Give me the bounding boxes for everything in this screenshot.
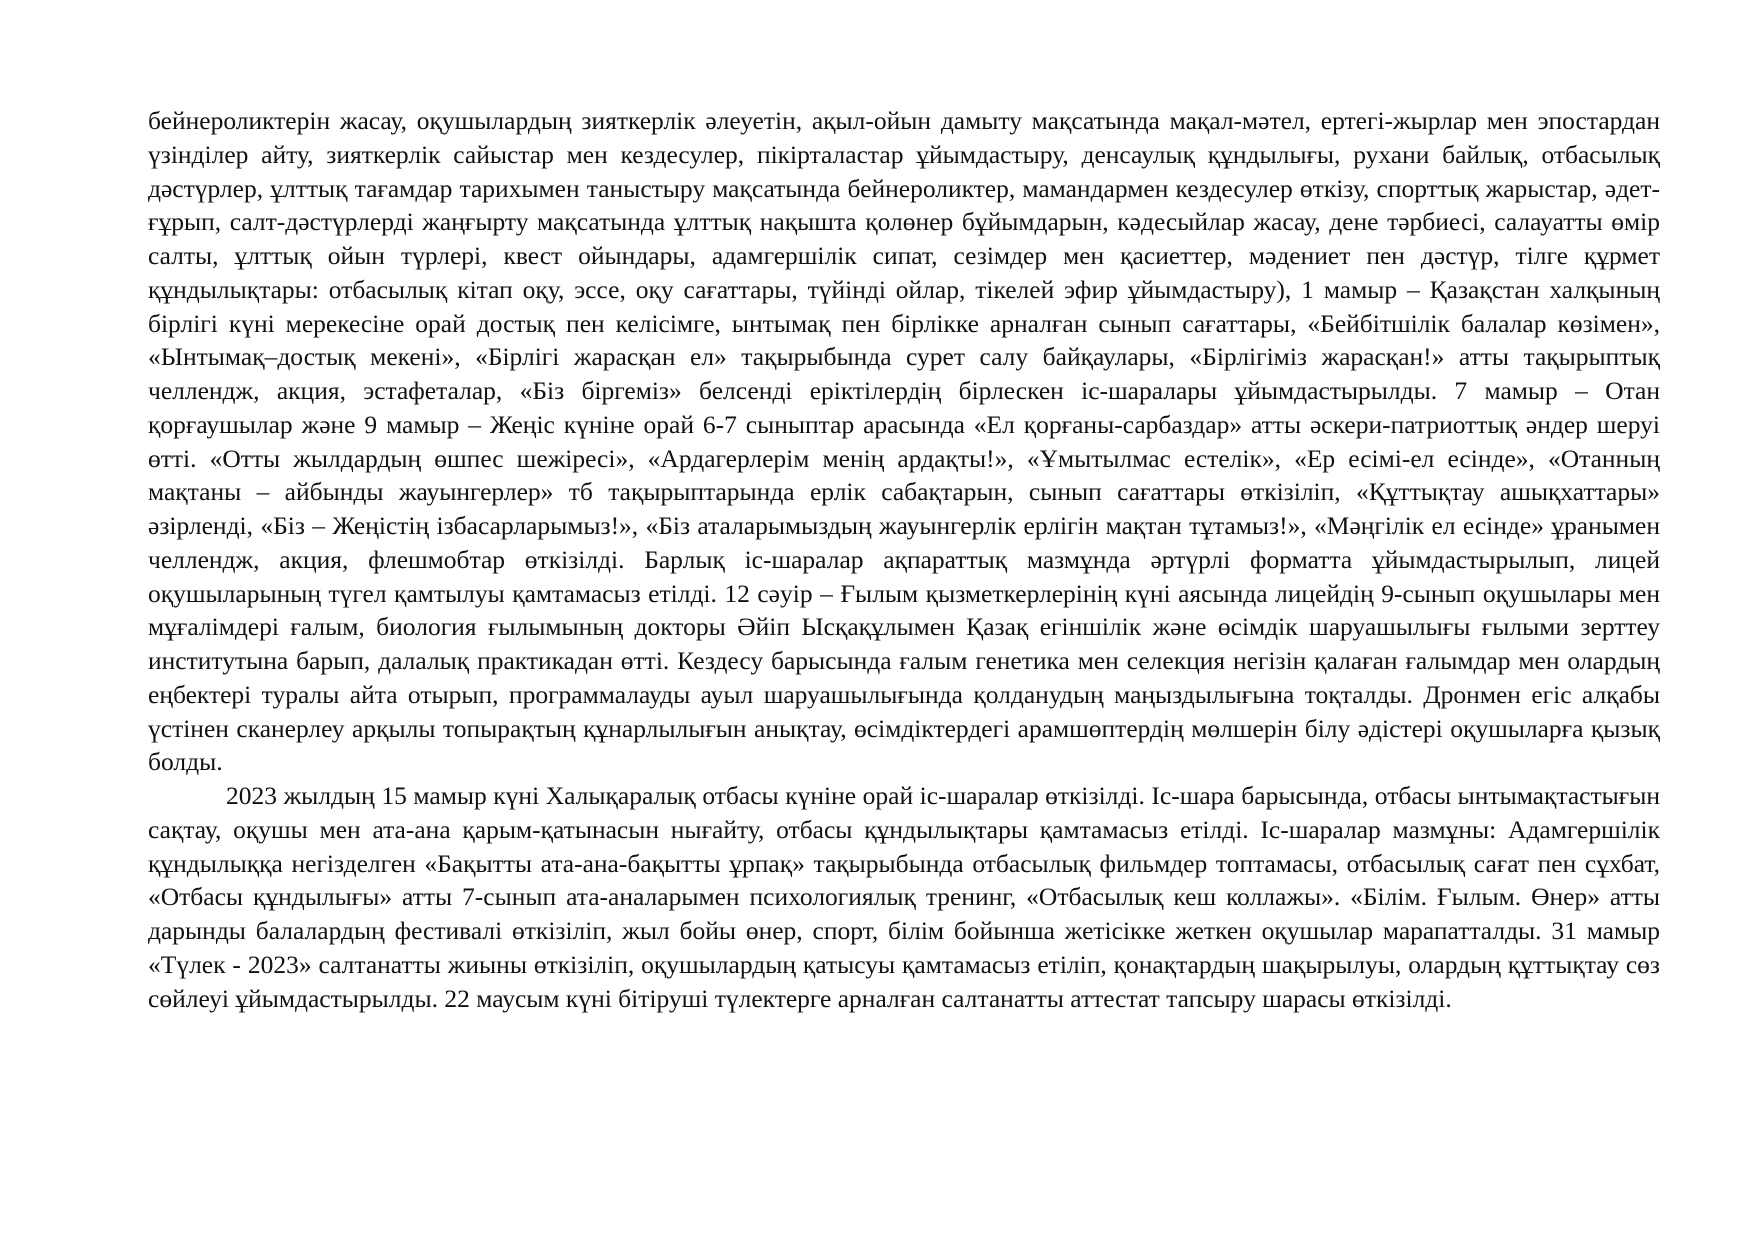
document-page <box>148 104 1660 1015</box>
paragraph-1: бейнероликтерін жасау, оқушылардың зияткерлік әлеуетін, ақыл-ойын дамыту мақсатында мақал-мәтел, ертегі-жырлар мен эпостардан үзінділер айту, зияткерлік сайыстар мен кездесулер, пікірталастар ұйымдастыру, денсаулық құндылығы, рухани байлық, отбасылық дәстүрлер, ұлттық тағамдар тарихымен таныстыру мақсатында бейнероликтер, мамандармен кездесулер өткізу, спорттық жарыстар, әдет-ғұрып, салт-дәстүрлерді жаңғырту мақсатында ұлттық нақышта қолөнер бұйымдарын, кәдесыйлар жасау, дене тәрбиесі, салауатты өмір салты, ұлттық ойын түрлері, квест ойындары, адамгершілік сипат, сезімдер мен қасиеттер, мәдениет пен дәстүр, тілге құрмет құндылықтары: отбасылық кітап оқу, эссе, оқу сағаттары, түйінді ойлар, тікелей эфир ұйымдастыру), 1 мамыр – Қазақстан халқының бірлігі күні мерекесіне орай достық пен келісімге, ынтымақ пен бірлікке арналған сынып сағаттары, «Бейбітшілік балалар көзімен», «Ынтымақ–достық мекені», «Бірлігі жарасқан ел» тақырыбында сурет салу байқаулары, «Бірлігіміз жарасқан!» атты тақырыптық челлендж, акция, эстафеталар, «Біз біргеміз» белсенді еріктілердің бірлескен іс-шаралары ұйымдастырылды. 7 мамыр – Отан қорғаушылар және 9 мамыр – Жеңіс күніне орай 6-7 сыныптар арасында «Ел қорғаны-сарбаздар» атты әскери-патриоттық әндер шеруі өтті. «Отты жылдардың өшпес шежіресі», «Ардагерлерім менің ардақты!», «Ұмытылмас естелік», «Ер есімі-ел есінде», «Отанның мақтаны – айбынды жауынгерлер» тб тақырыптарында ерлік сабақтарын, сынып сағаттары өткізіліп, «Құттықтау ашықхаттары» әзірленді, «Біз – Жеңістің ізбасарларымыз!», «Біз аталарымыздың жауынгерлік ерлігін мақтан тұтамыз!», «Мәңгілік ел есінде» ұранымен челлендж, акция, флешмобтар өткізілді. Барлық іс-шаралар ақпараттық мазмұнда әртүрлі форматта ұйымдастырылып, лицей оқушыларының түгел қамтылуы қамтамасыз етілді. 12 сәуір – Ғылым қызметкерлерінің күні аясында лицейдің 9-сынып оқушылары мен мұғалімдері ғалым, биология ғылымының докторы Әйіп Ысқақұлымен Қазақ егіншілік және өсімдік шаруашылығы ғылыми зерттеу институтына барып, далалық практикадан өтті. Кездесу барысында ғалым генетика мен селекция негізін қалаған ғалымдар мен олардың еңбектері туралы айта отырып, программалауды ауыл шаруашылығында қолданудың маңыздылығына тоқталды. Дронмен егіс алқабы үстінен сканерлеу арқылы топырақтың құнарлылығын анықтау, өсімдіктердегі арамшөптердің мөлшерін білу әдістері оқушыларға қызық болды. <box>148 106 1660 777</box>
paragraph-2: 2023 жылдың 15 мамыр күні Халықаралық отбасы күніне орай іс-шаралар өткізілді. Іс-шара барысында, отбасы ынтымақтастығын сақтау, оқушы мен ата-ана қарым-қатынасын нығайту, отбасы құндылықтары қамтамасыз етілді. Іс-шаралар мазмұны: Адамгершілік құндылыққа негізделген «Бақытты ата-ана-бақытты ұрпақ» тақырыбында отбасылық фильмдер топтамасы, отбасылық сағат пен сұхбат, «Отбасы құндылығы» атты 7-сынып ата-аналарымен психологиялық тренинг, «Отбасылық кеш коллажы». «Білім. Ғылым. Өнер» атты дарынды балалардың фестивалі өткізіліп, жыл бойы өнер, спорт, білім бойынша жетісікке жеткен оқушылар марапатталды. 31 мамыр «Түлек - 2023» салтанатты жиыны өткізіліп, оқушылардың қатысуы қамтамасыз етіліп, қонақтардың шақырылуы, олардың құттықтау сөз сөйлеуі ұйымдастырылды. 22 маусым күні бітіруші түлектерге арналған салтанатты аттестат тапсыру шарасы өткізілді. <box>148 781 1660 1013</box>
